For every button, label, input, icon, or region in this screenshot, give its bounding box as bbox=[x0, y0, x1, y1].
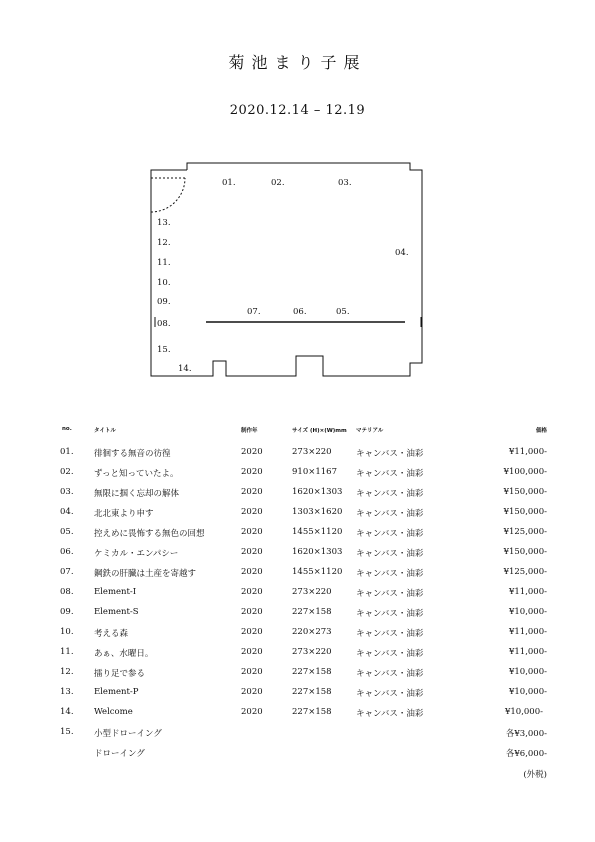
row-size: 1303×1620 bbox=[292, 507, 343, 517]
table-row bbox=[0, 647, 595, 667]
table-row bbox=[0, 587, 595, 607]
plan-label-15: 15. bbox=[157, 345, 171, 355]
row-price: ¥11,000- bbox=[508, 587, 547, 597]
row-size: 1620×1303 bbox=[292, 547, 343, 557]
row-size: 227×158 bbox=[292, 607, 332, 617]
row-year: 2020 bbox=[241, 587, 263, 597]
table-row bbox=[0, 547, 595, 567]
row-price: ¥10,000- bbox=[508, 667, 547, 677]
table-row bbox=[0, 467, 595, 487]
header-material: マテリアル bbox=[356, 428, 384, 434]
row-price: ¥125,000- bbox=[503, 567, 547, 577]
row-no: 04. bbox=[60, 507, 74, 517]
row-material: キャンバス・油彩 bbox=[356, 589, 424, 599]
row-size: 227×158 bbox=[292, 667, 332, 677]
row-title: Element-S bbox=[94, 607, 139, 617]
row-material: キャンバス・油彩 bbox=[356, 449, 424, 459]
page-title: 菊池まり子展 bbox=[228, 53, 367, 72]
header-size: サイズ (H)×(W)mm bbox=[292, 428, 347, 434]
row-no: 02. bbox=[60, 467, 74, 477]
row-price: ¥10,000- bbox=[508, 687, 547, 697]
plan-label-04: 04. bbox=[395, 248, 409, 258]
row-size: 1620×1303 bbox=[292, 487, 343, 497]
row-price: ¥10,000- bbox=[504, 707, 543, 717]
tax-note: (外税) bbox=[523, 770, 547, 780]
row-title: 鋼鉄の肝臓は土産を寄越す bbox=[94, 569, 197, 579]
row-material: キャンバス・油彩 bbox=[356, 529, 424, 539]
table-row bbox=[0, 687, 595, 707]
plan-label-10: 10. bbox=[157, 278, 171, 288]
row-no: 11. bbox=[60, 647, 74, 657]
row-year: 2020 bbox=[241, 487, 263, 497]
exhibition-dates: 2020.12.14 – 12.19 bbox=[229, 103, 366, 118]
row-year: 2020 bbox=[241, 447, 263, 457]
row-size: 1455×1120 bbox=[292, 567, 343, 577]
row-material: キャンバス・油彩 bbox=[356, 569, 424, 579]
row-year: 2020 bbox=[241, 667, 263, 677]
row-no: 06. bbox=[60, 547, 74, 557]
row-year: 2020 bbox=[241, 507, 263, 517]
row-price: ¥10,000- bbox=[508, 607, 547, 617]
wall-top bbox=[151, 163, 422, 376]
row-title: 北北東より申す bbox=[94, 509, 154, 519]
row-year: 2020 bbox=[241, 627, 263, 637]
plan-label-05: 05. bbox=[336, 307, 350, 317]
row-size: 910×1167 bbox=[292, 467, 337, 477]
row-price: ¥100,000- bbox=[503, 467, 547, 477]
row-title: ドローイング bbox=[94, 749, 145, 759]
row-year: 2020 bbox=[241, 567, 263, 577]
row-price: ¥11,000- bbox=[508, 627, 547, 637]
row-price: ¥11,000- bbox=[508, 647, 547, 657]
row-size: 227×158 bbox=[292, 707, 332, 717]
row-title: ずっと知っていたよ。 bbox=[94, 469, 179, 479]
row-material: キャンバス・油彩 bbox=[356, 669, 424, 679]
table-row bbox=[0, 567, 595, 587]
row-size: 1455×1120 bbox=[292, 527, 343, 537]
row-price: ¥150,000- bbox=[503, 547, 547, 557]
row-year: 2020 bbox=[241, 607, 263, 617]
row-no: 12. bbox=[60, 667, 74, 677]
table-row bbox=[0, 627, 595, 647]
row-size: 273×220 bbox=[292, 587, 332, 597]
row-price: 各¥3,000- bbox=[505, 729, 547, 739]
plan-label-07: 07. bbox=[247, 307, 261, 317]
row-title: Element-Ⅰ bbox=[94, 587, 137, 597]
plan-label-03: 03. bbox=[338, 178, 352, 188]
row-material: キャンバス・油彩 bbox=[356, 489, 424, 499]
row-year: 2020 bbox=[241, 527, 263, 537]
row-no: 08. bbox=[60, 587, 74, 597]
door-arc-icon bbox=[151, 178, 185, 212]
row-price: 各¥6,000- bbox=[505, 749, 547, 759]
row-year: 2020 bbox=[241, 547, 263, 557]
row-year: 2020 bbox=[241, 467, 263, 477]
floor-plan bbox=[0, 0, 595, 400]
row-title: Element-P bbox=[94, 687, 139, 697]
row-no: 07. bbox=[60, 567, 74, 577]
row-material: キャンバス・油彩 bbox=[356, 549, 424, 559]
row-material: キャンバス・油彩 bbox=[356, 469, 424, 479]
row-no: 01. bbox=[60, 447, 74, 457]
row-price: ¥11,000- bbox=[508, 447, 547, 457]
row-price: ¥125,000- bbox=[503, 527, 547, 537]
row-title: 擂り足で参る bbox=[94, 669, 146, 679]
row-no: 13. bbox=[60, 687, 74, 697]
row-size: 273×220 bbox=[292, 647, 332, 657]
row-year: 2020 bbox=[241, 707, 263, 717]
table-row bbox=[0, 747, 595, 767]
table-row bbox=[0, 527, 595, 547]
table-row bbox=[0, 487, 595, 507]
row-title: Welcome bbox=[94, 707, 133, 717]
row-price: ¥150,000- bbox=[503, 507, 547, 517]
row-title: 無限に掴く忘却の解体 bbox=[94, 489, 180, 499]
table-row bbox=[0, 607, 595, 627]
row-material: キャンバス・油彩 bbox=[356, 609, 424, 619]
plan-label-14: 14. bbox=[178, 364, 192, 374]
row-material: キャンバス・油彩 bbox=[356, 689, 424, 699]
header-year: 制作年 bbox=[241, 428, 258, 434]
row-no: 10. bbox=[60, 627, 74, 637]
row-price: ¥150,000- bbox=[503, 487, 547, 497]
row-size: 227×158 bbox=[292, 687, 332, 697]
plan-label-13: 13. bbox=[157, 218, 171, 228]
table-row bbox=[0, 667, 595, 687]
row-material: キャンバス・油彩 bbox=[356, 509, 424, 519]
row-no: 05. bbox=[60, 527, 74, 537]
row-year: 2020 bbox=[241, 647, 263, 657]
plan-label-08: 08. bbox=[157, 319, 171, 329]
row-no: 14. bbox=[60, 707, 74, 717]
table-row bbox=[0, 447, 595, 467]
header-price: 価格 bbox=[535, 428, 547, 434]
header-no: no. bbox=[62, 426, 72, 432]
row-title: 控えめに畏怖する無色の回想 bbox=[94, 529, 205, 539]
row-material: キャンバス・油彩 bbox=[356, 629, 424, 639]
header-title: タイトル bbox=[94, 428, 116, 434]
table-row bbox=[0, 707, 595, 727]
plan-label-09: 09. bbox=[157, 297, 171, 307]
row-title: 考える森 bbox=[94, 629, 129, 639]
plan-label-11: 11. bbox=[157, 258, 171, 268]
row-no: 15. bbox=[60, 727, 74, 737]
plan-label-06: 06. bbox=[293, 307, 307, 317]
plan-label-02: 02. bbox=[271, 178, 285, 188]
row-year: 2020 bbox=[241, 687, 263, 697]
row-no: 03. bbox=[60, 487, 74, 497]
row-size: 273×220 bbox=[292, 447, 332, 457]
plan-label-01: 01. bbox=[222, 178, 236, 188]
row-material: キャンバス・油彩 bbox=[356, 709, 424, 719]
plan-label-12: 12. bbox=[157, 238, 171, 248]
row-title: 徘徊する無音の彷徨 bbox=[94, 449, 171, 459]
row-title: 小型ドローイング bbox=[94, 729, 162, 739]
row-no: 09. bbox=[60, 607, 74, 617]
table-row bbox=[0, 507, 595, 527]
row-title: あぁ、水曜日。 bbox=[94, 649, 154, 659]
row-material: キャンバス・油彩 bbox=[356, 649, 424, 659]
row-size: 220×273 bbox=[292, 627, 332, 637]
table-row bbox=[0, 727, 595, 747]
row-title: ケミカル・エンパシー bbox=[94, 549, 179, 559]
